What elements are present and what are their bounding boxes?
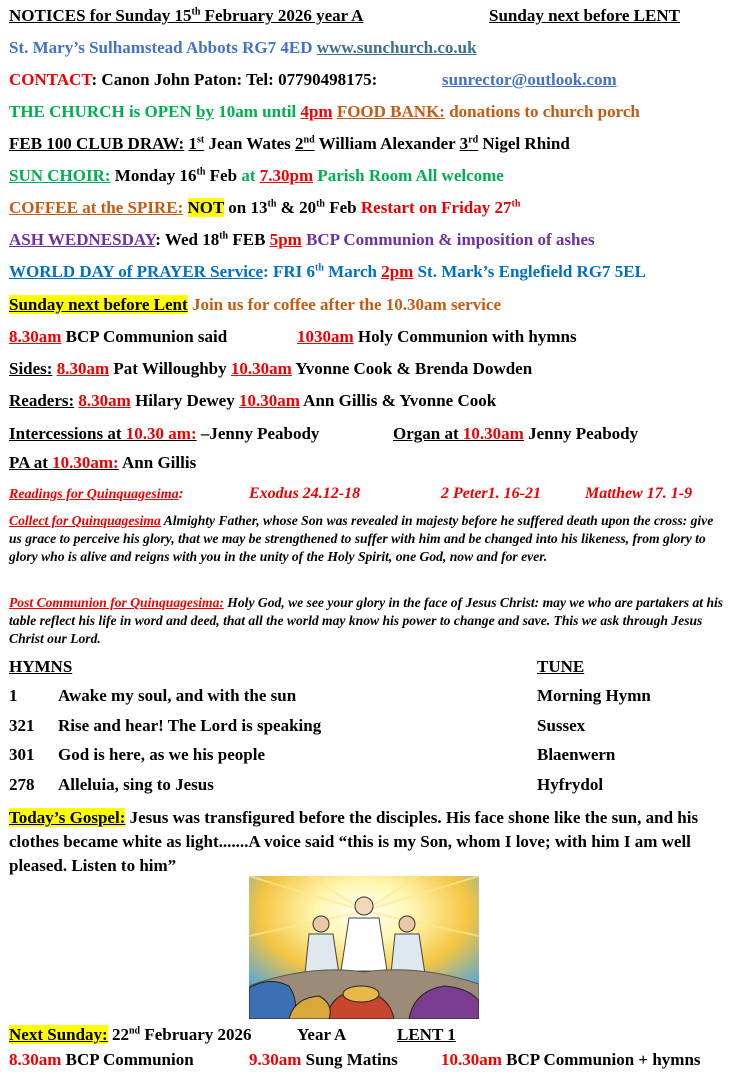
post-communion-paragraph bbox=[9, 594, 729, 648]
next-service-time-1: 8.30am bbox=[9, 1050, 62, 1069]
sides-label: Sides: bbox=[9, 359, 53, 378]
ash-wednesday-label: ASH WEDNESDAY bbox=[9, 230, 156, 249]
food-bank-label: FOOD BANK: bbox=[336, 102, 445, 121]
choir-line bbox=[9, 166, 504, 186]
notices-title: NOTICES for Sunday 15th February 2026 year A bbox=[9, 6, 364, 25]
hymn-num-3: 301 bbox=[9, 745, 35, 764]
parish-name: St. Mary’s Sulhamstead Abbots RG7 4ED bbox=[9, 38, 317, 57]
next-sunday-service-3 bbox=[441, 1050, 701, 1070]
third-prize: 3rd bbox=[459, 134, 479, 153]
ash-wednesday-time: 5pm bbox=[269, 230, 302, 249]
coffee-dates: on 13th & 20th Feb bbox=[224, 198, 361, 217]
hymns-header: HYMNS bbox=[9, 657, 73, 676]
tune-header: TUNE bbox=[537, 657, 585, 676]
coffee-restart: Restart on Friday 27th bbox=[360, 198, 521, 217]
sides-time-1: 8.30am bbox=[56, 359, 110, 378]
reading-1: Exodus 24.12-18 bbox=[249, 485, 361, 502]
contact-text: : Canon John Paton: Tel: 07790498175: bbox=[91, 70, 378, 89]
wdp-time: 2pm bbox=[381, 262, 414, 281]
wdp-rest: St. Mark’s Englefield RG7 5EL bbox=[413, 262, 646, 281]
sides-name-2: Yvonne Cook & Brenda Dowden bbox=[291, 359, 533, 378]
choir-time: 7.30pm bbox=[259, 166, 314, 185]
reading-2: 2 Peter1. 16-21 bbox=[441, 485, 541, 502]
service-time-1: 8.30am bbox=[9, 327, 62, 346]
hymn-tune-3: Blaenwern bbox=[537, 745, 616, 764]
ash-wednesday-line bbox=[9, 230, 595, 250]
notices-heading bbox=[9, 6, 363, 26]
readers-time-2: 10.30am bbox=[238, 391, 300, 410]
church-open-hours: 10am until bbox=[214, 102, 301, 121]
post-communion-text: Holy God, we see your glory in the face of Jesus Christ: may we who are partakers at his table reflect his life in word and deed, that all the world may know his power to change and save. This we ask through Jesus Christ our Lord. bbox=[9, 595, 724, 646]
next-sunday-label: Next Sunday: bbox=[9, 1025, 108, 1044]
contact-line bbox=[9, 70, 377, 90]
next-service-desc-2: Sung Matins bbox=[301, 1050, 398, 1069]
readings-colon: : bbox=[178, 486, 184, 502]
parish-line bbox=[9, 38, 477, 58]
readings-label: Readings for Quinquagesima bbox=[9, 487, 179, 502]
services-line bbox=[9, 327, 227, 347]
hymn-title-3: God is here, as we his people bbox=[58, 745, 266, 764]
post-communion-label: Post Communion for Quinquagesima: bbox=[9, 595, 224, 610]
ash-wednesday-date: : Wed 18th FEB bbox=[155, 230, 270, 249]
hymn-num-1: 1 bbox=[9, 686, 18, 705]
collect-label: Collect for Quinquagesima bbox=[9, 513, 161, 528]
readers-name-1: Hilary Dewey bbox=[130, 391, 239, 410]
club-draw-label: FEB 100 CLUB DRAW: bbox=[9, 134, 185, 153]
food-bank-text: donations to church porch bbox=[444, 102, 640, 121]
sides-line bbox=[9, 359, 532, 379]
sides-name-1: Pat Willoughby bbox=[109, 359, 231, 378]
hymn-tune-2: Sussex bbox=[537, 716, 586, 735]
email-link[interactable]: sunrector@outlook.com bbox=[442, 70, 617, 89]
first-prize: 1st bbox=[188, 134, 205, 153]
readers-line bbox=[9, 391, 496, 411]
readers-time-1: 8.30am bbox=[78, 391, 131, 410]
church-open-label: THE CHURCH is OPEN bbox=[9, 102, 197, 121]
contact-label: CONTACT bbox=[9, 70, 92, 89]
transfiguration-illustration bbox=[249, 876, 479, 1019]
intercessions-line bbox=[9, 424, 319, 444]
ash-wednesday-rest: BCP Communion & imposition of ashes bbox=[301, 230, 595, 249]
gospel-text: Jesus was transfigured before the disciples. His face shone like the sun, and his clothes became white as light.......A voice said “this is my Son, whom I love; with him I am well pleased. Listen to him” bbox=[9, 808, 699, 875]
sunday-next-label: Sunday next before Lent bbox=[9, 295, 188, 314]
hymn-title-4: Alleluia, sing to Jesus bbox=[58, 775, 214, 794]
service-desc-1: BCP Communion said bbox=[61, 327, 228, 346]
intercessions-name: –Jenny Peabody bbox=[196, 424, 320, 443]
pa-label: PA at 10.30am: bbox=[9, 453, 119, 472]
readers-name-2: Ann Gillis & Yvonne Cook bbox=[299, 391, 497, 410]
organ-label: Organ at 10.30am bbox=[393, 424, 524, 443]
next-sunday-services bbox=[9, 1050, 194, 1070]
choir-rest: Parish Room All welcome bbox=[313, 166, 504, 185]
next-sunday-service-2 bbox=[249, 1050, 398, 1070]
church-open-close-time: 4pm bbox=[300, 102, 333, 121]
choir-label: SUN CHOIR: bbox=[9, 166, 111, 185]
next-sunday-date: 22nd February 2026 bbox=[107, 1025, 252, 1044]
hymn-title-1: Awake my soul, and with the sun bbox=[58, 686, 297, 705]
gospel-paragraph bbox=[9, 806, 725, 878]
next-sunday-year: Year A bbox=[297, 1025, 347, 1044]
first-prize-name: Jean Wates bbox=[204, 134, 296, 153]
reading-3: Matthew 17. 1-9 bbox=[585, 485, 693, 502]
hymn-num-4: 278 bbox=[9, 775, 35, 794]
sunday-next-text: Join us for coffee after the 10.30am service bbox=[187, 295, 501, 314]
service-time-2: 1030am bbox=[297, 327, 354, 346]
wdp-date: : FRI 6th March bbox=[263, 262, 382, 281]
readers-label: Readers: bbox=[9, 391, 75, 410]
choir-at: at bbox=[241, 166, 260, 185]
hymn-title-2: Rise and hear! The Lord is speaking bbox=[58, 716, 322, 735]
sides-time-2: 10.30am bbox=[230, 359, 292, 378]
wdp-label: WORLD DAY of PRAYER Service bbox=[9, 262, 264, 281]
service-desc-2: Holy Communion with hymns bbox=[353, 327, 577, 346]
church-open-by: by bbox=[196, 102, 214, 121]
coffee-not-badge: NOT bbox=[187, 198, 225, 217]
organ-line bbox=[393, 424, 638, 444]
hymn-tune-4: Hyfrydol bbox=[537, 775, 604, 794]
world-day-of-prayer-line bbox=[9, 262, 646, 282]
second-prize: 2nd bbox=[295, 134, 315, 153]
hymn-num-2: 321 bbox=[9, 716, 35, 735]
next-sunday-lent: LENT 1 bbox=[397, 1025, 456, 1044]
website-link[interactable]: www.sunchurch.co.uk bbox=[316, 38, 477, 57]
intercessions-label: Intercessions at 10.30 am: bbox=[9, 424, 197, 443]
club-draw-line bbox=[9, 134, 570, 154]
organ-name: Jenny Peabody bbox=[523, 424, 639, 443]
third-prize-name: Nigel Rhind bbox=[478, 134, 570, 153]
coffee-line bbox=[9, 198, 520, 218]
coffee-label: COFFEE at the SPIRE: bbox=[9, 198, 184, 217]
collect-text: Almighty Father, whose Son was revealed in majesty before he suffered death upon the cross: give us grace to perceive his glory, that we may be strengthened to suffer with him and be changed into his likeness, from glory to glory who is alive and reigns with you in the unity of the Holy Spirit, one God, now and for ever. bbox=[9, 513, 714, 564]
pa-name: Ann Gillis bbox=[118, 453, 197, 472]
next-service-time-3: 10.30am bbox=[441, 1050, 502, 1069]
sunday-next-line bbox=[9, 295, 501, 315]
services-line-2 bbox=[297, 327, 577, 347]
gospel-label: Today’s Gospel: bbox=[9, 808, 126, 827]
next-service-time-2: 9.30am bbox=[249, 1050, 302, 1069]
hymn-tune-1: Morning Hymn bbox=[537, 686, 651, 705]
next-service-desc-3: BCP Communion + hymns bbox=[501, 1050, 701, 1069]
choir-day: Monday 16th Feb bbox=[110, 166, 242, 185]
pa-line bbox=[9, 453, 196, 473]
church-open-line bbox=[9, 102, 640, 122]
sunday-next-before-lent-heading: Sunday next before LENT bbox=[489, 6, 680, 25]
readings-line bbox=[9, 484, 184, 505]
collect-paragraph bbox=[9, 512, 729, 566]
next-service-desc-1: BCP Communion bbox=[61, 1050, 194, 1069]
next-sunday-line bbox=[9, 1025, 252, 1045]
second-prize-name: William Alexander bbox=[314, 134, 460, 153]
